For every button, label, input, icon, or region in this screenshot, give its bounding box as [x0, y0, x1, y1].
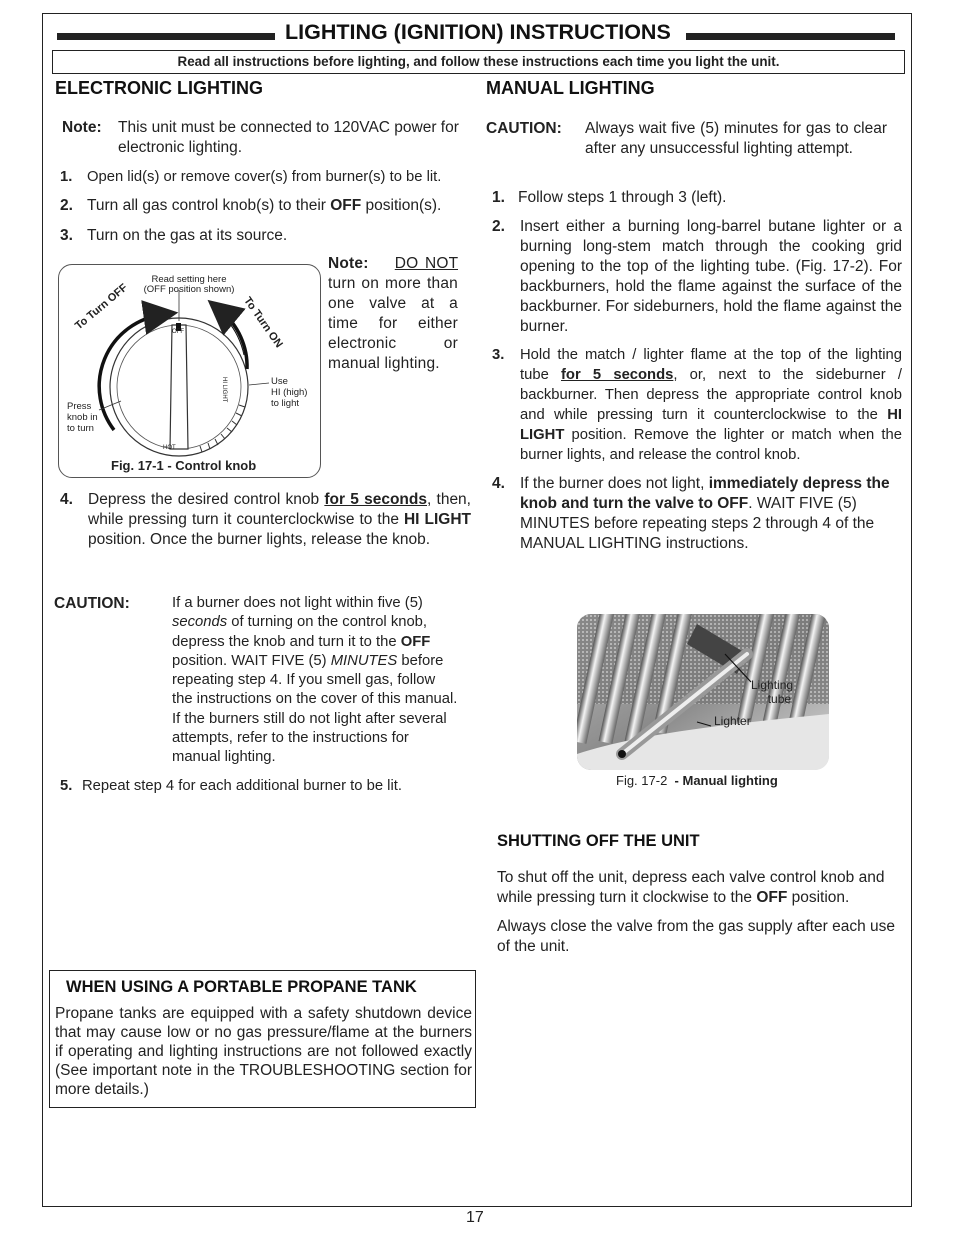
manual-step-2 — [492, 217, 902, 337]
to-turn-off-label: To Turn OFF — [73, 281, 131, 333]
control-knob-diagram — [59, 265, 320, 477]
lighter-label: Lighter — [714, 714, 751, 728]
read-setting-label: Read setting here (OFF position shown) — [143, 274, 235, 295]
lighting-tube-label: Lighting tube — [751, 678, 794, 706]
propane-tank-heading: WHEN USING A PORTABLE PROPANE TANK — [66, 978, 417, 996]
note-text: This unit must be connected to 120VAC power for electronic lighting. — [118, 119, 459, 156]
fig-17-2-caption: Fig. 17-2 - Manual lighting — [616, 773, 778, 788]
caution-text: If a burner does not light within five (5) seconds of turning on the control knob, depress the knob and turn it to the OFF position. WAIT FIVE (5) MINUTES before repeating step 4. If you smell gas, follow the instructions on the cover of this manual. If the burners still do not light after several attempts, refer to the instructions for manual lighting. — [172, 595, 458, 766]
step-text: Open lid(s) or remove cover(s) from burner(s) to be lit. — [87, 169, 442, 185]
title-rule-right — [686, 33, 895, 40]
dial-off-label: OFF — [172, 329, 184, 335]
step-number: 3. — [492, 347, 505, 363]
step-number: 3. — [60, 227, 73, 244]
step-number: 1. — [60, 169, 73, 185]
electronic-lighting-heading: ELECTRONIC LIGHTING — [55, 78, 263, 98]
step-text: Depress the desired control knob for 5 seconds, then, while pressing turn it counterclockwise to the HI LIGHT position. Once the burner lights, release the knob. — [88, 491, 471, 548]
press-knob-label: Press knob in to turn — [67, 401, 98, 434]
step-text: Repeat step 4 for each additional burner to be lit. — [82, 778, 402, 794]
shutoff-text-1: To shut off the unit, depress each valve control knob and while pressing turn it clockwise to the OFF position. — [497, 869, 885, 906]
to-turn-on-label: To Turn ON — [241, 295, 285, 351]
control-knob-figure — [58, 264, 321, 478]
step-text: Follow steps 1 through 3 (left). — [518, 189, 727, 206]
use-hi-label: Use HI (high) to light — [271, 376, 308, 409]
shutoff-text-2: Always close the valve from the gas supply after each use of the unit. — [497, 918, 896, 955]
step-number: 2. — [492, 218, 505, 235]
manual-caution-label: CAUTION: — [486, 120, 562, 137]
step-number: 5. — [60, 778, 73, 794]
manual-lighting-heading: MANUAL LIGHTING — [486, 78, 655, 98]
step-text: Insert either a burning long-barrel butane lighter or a burning long-stem match through the cooking grid opening to the top of the lighting tube. (Fig. 17-2). For backburners, hold the flame against the surface of the backburner. For sideburners, hold the flame against the burner. — [520, 218, 902, 335]
shutoff-heading: SHUTTING OFF THE UNIT — [497, 832, 700, 850]
step-text: If the burner does not light, immediately depress the knob and turn the valve to OFF. WAIT FIVE (5) MINUTES before repeating steps 2 through 4 of the MANUAL LIGHTING instructions. — [520, 475, 890, 552]
manual-caution-text: Always wait five (5) minutes for gas to clear after any unsuccessful lighting attempt. — [585, 120, 887, 157]
note-label: Note: — [62, 119, 102, 136]
dial-hi-label: HI LIGHT — [221, 377, 227, 403]
step-text: Turn all gas control knob(s) to their OFF position(s). — [87, 197, 442, 214]
page-title: LIGHTING (IGNITION) INSTRUCTIONS — [285, 20, 671, 44]
title-rule-left — [57, 33, 275, 40]
caution-label: CAUTION: — [54, 595, 130, 612]
step-number: 2. — [60, 197, 73, 214]
manual-lighting-photo — [577, 614, 829, 770]
propane-tank-text: Propane tanks are equipped with a safety shutdown device that may cause low or no gas pressure/flame at the burners if operating and lighting instructions are not followed exactly (See important note in the TROUBLESHOOTING section for more details.) — [55, 1005, 472, 1098]
instruction-banner: Read all instructions before lighting, and follow these instructions each time you light the unit. — [52, 50, 905, 74]
step-number: 1. — [492, 189, 505, 206]
propane-tank-box — [49, 970, 476, 1108]
step-text: Hold the match / lighter flame at the top of the lighting tube for 5 seconds, or, next to the sideburner / backburner. Then depress the appropriate control knob and while pressing turn it counterclockwise to the HI LIGHT position. Remove the lighter or match when the burner lights, and release the control knob. — [520, 347, 902, 463]
note-do-not: Note: DO NOT turn on more than one valve at a time for either electronic or manual lighting. — [328, 255, 458, 372]
manual-step-4 — [492, 474, 902, 554]
step-4 — [60, 490, 471, 550]
fig-17-1-caption: Fig. 17-1 - Control knob — [111, 458, 257, 473]
dial-hot-label: HOT — [163, 445, 176, 451]
page-number: 17 — [466, 1209, 484, 1226]
step-number: 4. — [492, 475, 505, 492]
step-text: Turn on the gas at its source. — [87, 227, 288, 244]
manual-step-3 — [492, 345, 902, 465]
step-number: 4. — [60, 491, 73, 508]
